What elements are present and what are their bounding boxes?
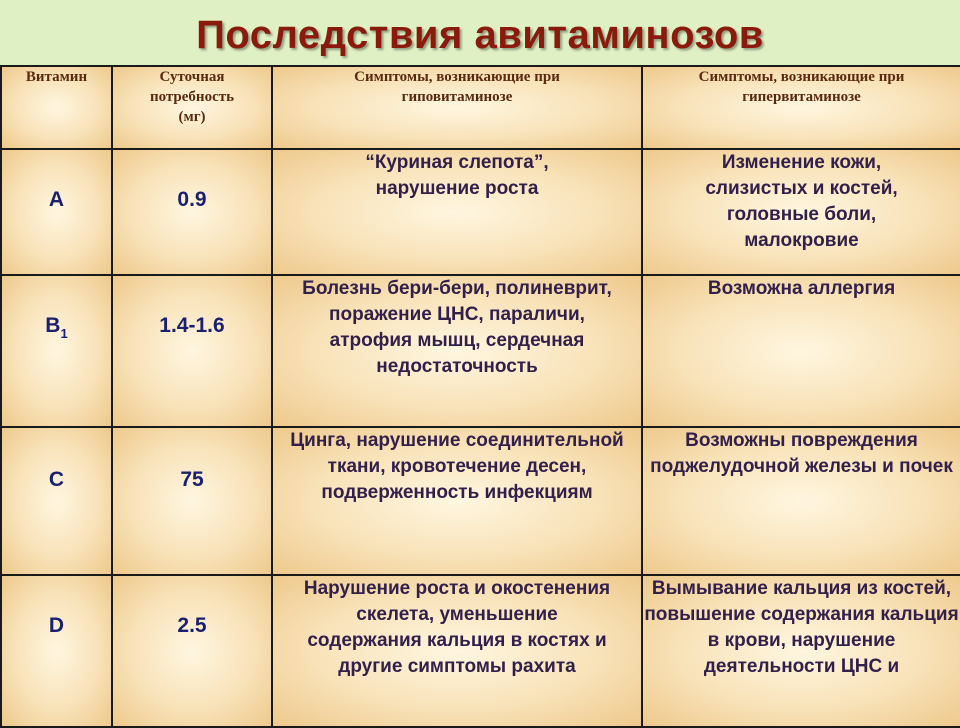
page-title: Последствия авитаминозов [196,13,764,57]
hypo-cell: Болезнь бери-бери, полиневрит, поражение ЦНС, параличи, атрофия мышц, сердечная недостаточность [272,275,642,427]
hypo-cell: “Куриная слепота”, нарушение роста [272,149,642,275]
header-hyper-symptoms: Симптомы, возникающие при гипервитаминозе [642,66,960,149]
header-hypo-symptoms: Симптомы, возникающие при гиповитаминозе [272,66,642,149]
daily-value: 2.5 [177,614,207,637]
hyper-cell: Возможны повреждения поджелудочной железы и почек [642,427,960,575]
hyper-cell: Возможна аллергия [642,275,960,427]
header-vitamin: Витамин [1,66,112,149]
vitamin-cell [1,575,112,727]
table-row [1,575,960,727]
hyper-cell: Вымывание кальция из костей, повышение содержания кальция в крови, нарушение деятельности ЦНС и [642,575,960,727]
daily-cell [112,575,272,727]
vitamin-name: А [48,188,65,211]
vitamin-cell [1,149,112,275]
daily-cell [112,149,272,275]
hypo-cell: Нарушение роста и окостенения скелета, уменьшение содержания кальция в костях и другие симптомы рахита [272,575,642,727]
daily-value: 75 [180,468,204,491]
daily-value: 1.4-1.6 [159,314,225,337]
table-row [1,427,960,575]
table-row [1,275,960,427]
vitamin-cell [1,275,112,427]
vitamin-table [0,65,960,728]
daily-cell [112,427,272,575]
table-header-row [1,66,960,149]
daily-value: 0.9 [177,188,207,211]
header-daily-need: Суточная потребность (мг) [112,66,272,149]
hypo-cell: Цинга, нарушение соединительной ткани, кровотечение десен, подверженность инфекциям [272,427,642,575]
daily-cell [112,275,272,427]
vitamin-name: С [48,468,65,491]
table-row [1,149,960,275]
vitamin-name: $В_1$ [45,314,68,341]
hyper-cell: Изменение кожи, слизистых и костей, головные боли, малокровие [642,149,960,275]
vitamin-name: D [48,614,65,637]
vitamin-cell [1,427,112,575]
